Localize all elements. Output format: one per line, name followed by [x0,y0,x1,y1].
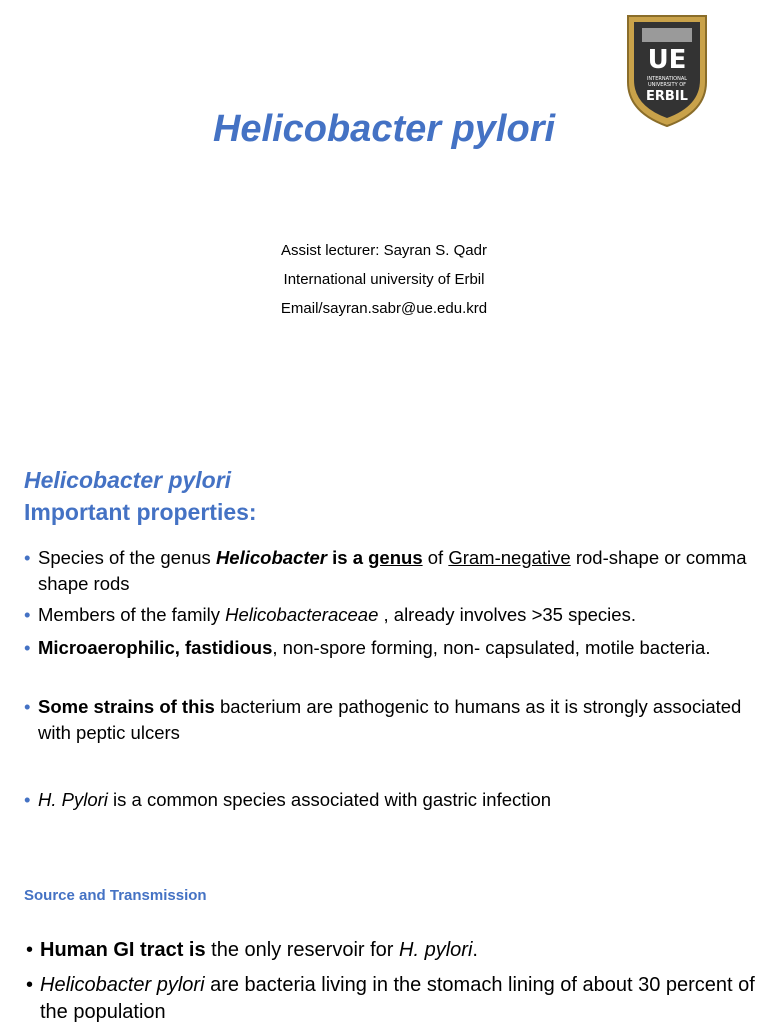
lecturer-email: Email/sayran.sabr@ue.edu.krd [280,300,488,317]
list-item: • Microaerophilic, fastidious, non-spore forming, non- capsulated, motile bacteria. [24,635,754,661]
list-item: • Species of the genus Helicobacter is a genus of Gram-negative rod-shape or comma shape rods [24,547,747,594]
logo-name: ERBIL [646,89,688,104]
list-item: • Some strains of this bacterium are pathogenic to humans as it is strongly associated with peptic ulcers [24,696,742,743]
lecturer-info [0,236,768,323]
slide-title: Helicobacter pylori [212,108,556,150]
university-name: International university of Erbil [283,271,485,288]
title-slide [0,0,768,430]
source-heading: Source and Transmission [24,887,207,904]
logo-line2: UNIVERSITY OF [647,82,687,88]
list-item: • Human GI tract is the only reservoir for H. pylori. [26,937,756,964]
bullet-icon: • [24,637,31,658]
bullet-icon: • [24,604,31,625]
section-title-italic: Helicobacter pylori [24,467,232,493]
lecturer-name: Assist lecturer: Sayran S. Qadr [281,242,487,259]
section-title: Important properties: [24,499,257,525]
bullet-icon: • [24,547,31,568]
list-item: • Members of the family Helicobacteraceae , already involves >35 species. [24,602,754,628]
bullet-icon: • [24,696,31,717]
logo-letters: UE [647,45,687,75]
logo-line1: INTERNATIONAL [646,76,688,82]
bullet-icon: • [26,939,34,961]
list-item: • Helicobacter pylori are bacteria living in the stomach lining of about 30 percent of the population [26,974,755,1023]
bullet-icon: • [24,789,31,810]
bullet-icon: • [26,974,34,996]
list-item: • H. Pylori is a common species associated with gastric infection [24,787,754,813]
